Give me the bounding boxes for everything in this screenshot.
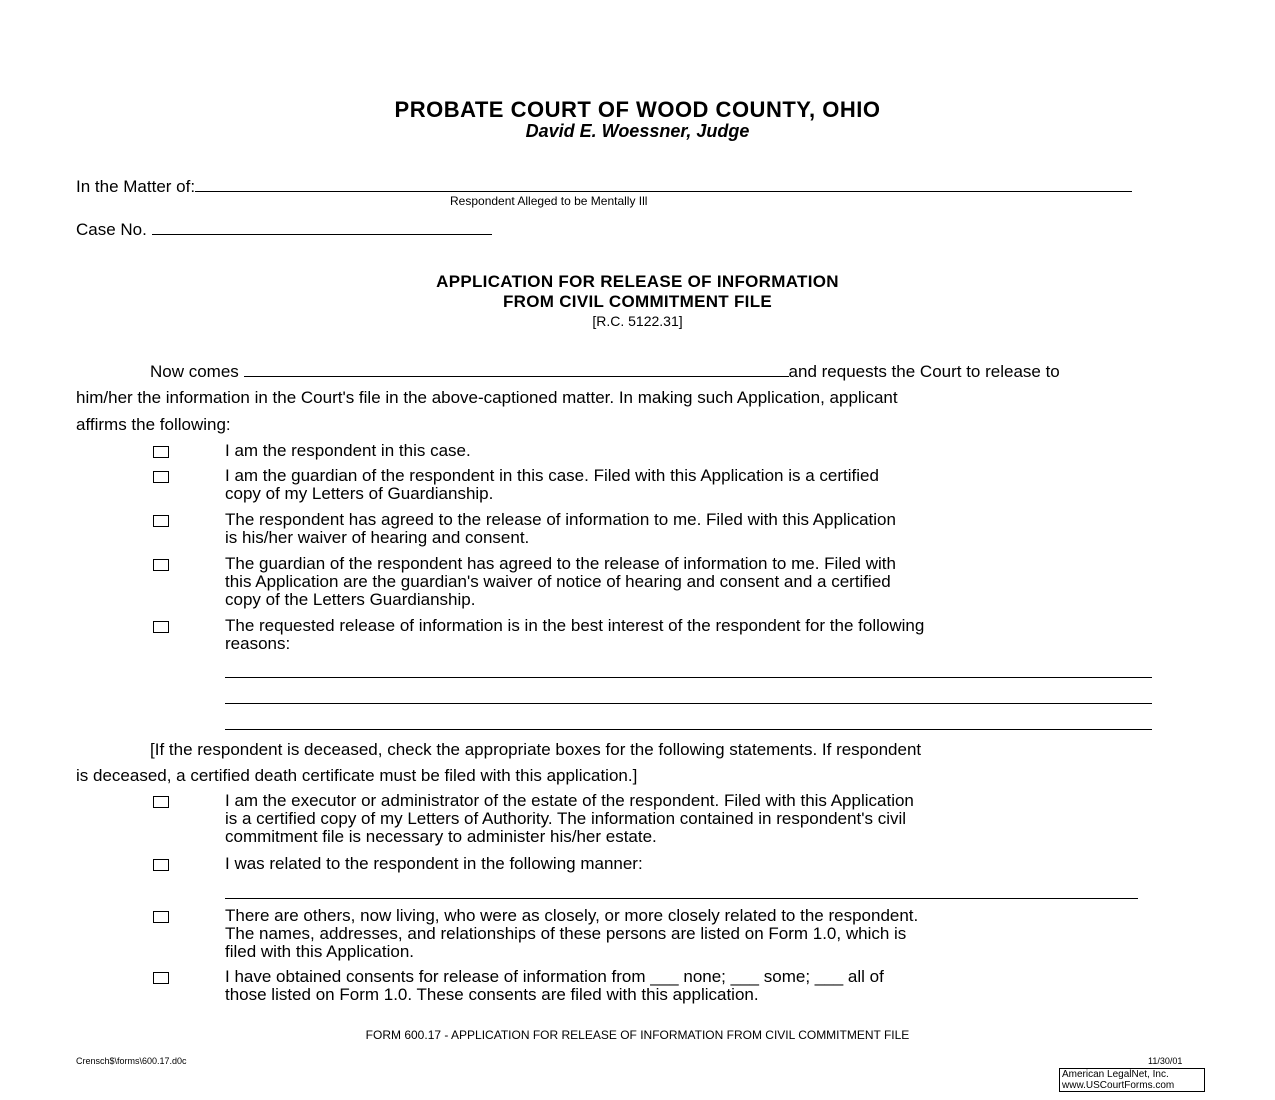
option-consents — [225, 968, 1170, 1004]
checkbox-best-interest[interactable] — [153, 621, 169, 633]
application-title-line1: APPLICATION FOR RELEASE OF INFORMATION — [436, 272, 839, 291]
checkbox-consents[interactable] — [153, 972, 169, 984]
intro-line2: him/her the information in the Court's file in the above-captioned matter. In making such Application, applicant — [76, 388, 898, 407]
checkbox-respondent[interactable] — [153, 446, 169, 458]
option-consents-line2: those listed on Form 1.0. These consents are filed with this application. — [225, 985, 759, 1004]
option-respondent-text: I am the respondent in this case. — [225, 441, 471, 460]
checkbox-guardian-agreed[interactable] — [153, 559, 169, 571]
option-related-text: I was related to the respondent in the following manner: — [225, 854, 643, 873]
form-date: 11/30/01 — [1148, 1056, 1183, 1066]
option-best-interest-line1: The requested release of information is in the best interest of the respondent for the following — [225, 616, 925, 635]
reason-line-2[interactable] — [225, 703, 1152, 704]
matter-label: In the Matter of: — [76, 177, 196, 196]
applicant-name-input-line[interactable] — [244, 361, 789, 377]
blank-none[interactable]: ___ — [650, 967, 679, 986]
publisher-name: American LegalNet, Inc. — [1062, 1069, 1169, 1080]
option-best-interest — [225, 617, 1170, 653]
option-guardian-line1: I am the guardian of the respondent in this case. Filed with this Application is a certified — [225, 466, 879, 485]
option-best-interest-line2: reasons: — [225, 634, 291, 653]
matter-caption: Respondent Alleged to be Mentally Ill — [450, 194, 648, 208]
option-others-living-line2: The names, addresses, and relationships of these persons are listed on Form 1.0, which is — [225, 924, 907, 943]
option-guardian — [225, 467, 1170, 503]
relation-input-line[interactable] — [225, 898, 1138, 899]
option-consents-line1 — [225, 968, 1170, 986]
reason-line-3[interactable] — [225, 729, 1152, 730]
option-related — [225, 855, 1170, 873]
checkbox-others-living[interactable] — [153, 911, 169, 923]
deceased-line1: [If the respondent is deceased, check the appropriate boxes for the following statements. If respondent — [150, 740, 922, 759]
option-others-living-line1: There are others, now living, who were as closely, or more closely related to the respondent. — [225, 906, 919, 925]
intro-line1 — [150, 359, 1060, 385]
option-executor — [225, 792, 1170, 846]
option-guardian-agreed-line2: this Application are the guardian's waiver of notice of hearing and consent and a certified — [225, 572, 891, 591]
option-others-living-line3: filed with this Application. — [225, 942, 414, 961]
choice-none: none; — [683, 967, 726, 986]
reason-line-1[interactable] — [225, 677, 1152, 678]
option-respondent-agreed-line1: The respondent has agreed to the release of information to me. Filed with this Application — [225, 510, 896, 529]
deceased-line2: is deceased, a certified death certificate must be filed with this application.] — [76, 766, 638, 785]
checkbox-related[interactable] — [153, 859, 169, 871]
option-respondent-agreed — [225, 511, 1170, 547]
option-executor-line3: commitment file is necessary to administer his/her estate. — [225, 827, 657, 846]
option-executor-line2: is a certified copy of my Letters of Authority. The information contained in respondent's civil — [225, 809, 907, 828]
option-guardian-line2: copy of my Letters of Guardianship. — [225, 484, 494, 503]
case-number-input-line[interactable] — [152, 219, 492, 235]
publisher-website: www.USCourtForms.com — [1062, 1080, 1175, 1091]
option-guardian-agreed — [225, 555, 1170, 609]
option-others-living — [225, 907, 1170, 961]
court-title: PROBATE COURT OF WOOD COUNTY, OHIO — [394, 97, 881, 122]
option-guardian-agreed-line1: The guardian of the respondent has agreed to the release of information to me. Filed with — [225, 554, 896, 573]
case-field — [76, 219, 492, 240]
publisher-stamp — [1059, 1068, 1205, 1092]
file-path: Crensch$\forms\600.17.d0c — [76, 1056, 187, 1066]
case-label: Case No. — [76, 220, 147, 239]
option-guardian-agreed-line3: copy of the Letters Guardianship. — [225, 590, 476, 609]
option-executor-line1: I am the executor or administrator of the estate of the respondent. Filed with this Application — [225, 791, 914, 810]
blank-all[interactable]: ___ — [814, 967, 844, 986]
checkbox-respondent-agreed[interactable] — [153, 515, 169, 527]
statute-reference: [R.C. 5122.31] — [592, 313, 683, 329]
checkbox-executor[interactable] — [153, 796, 169, 808]
choice-some: some; — [763, 967, 811, 986]
choice-all-of: all of — [847, 967, 884, 986]
intro-line3: affirms the following: — [76, 415, 231, 434]
application-title-line2: FROM CIVIL COMMITMENT FILE — [502, 292, 773, 311]
consents-text: I have obtained consents for release of information from — [225, 967, 646, 986]
option-respondent — [225, 442, 1170, 460]
checkbox-guardian[interactable] — [153, 471, 169, 483]
blank-some[interactable]: ___ — [730, 967, 760, 986]
form-footer-title: FORM 600.17 - APPLICATION FOR RELEASE OF INFORMATION FROM CIVIL COMMITMENT FILE — [365, 1028, 910, 1042]
option-respondent-agreed-line2: is his/her waiver of hearing and consent. — [225, 528, 530, 547]
matter-input-line[interactable] — [195, 176, 1132, 192]
judge-name: David E. Woessner, Judge — [525, 121, 750, 141]
requests-text: and requests the Court to release to — [788, 362, 1060, 381]
now-comes-label: Now comes — [150, 362, 239, 381]
